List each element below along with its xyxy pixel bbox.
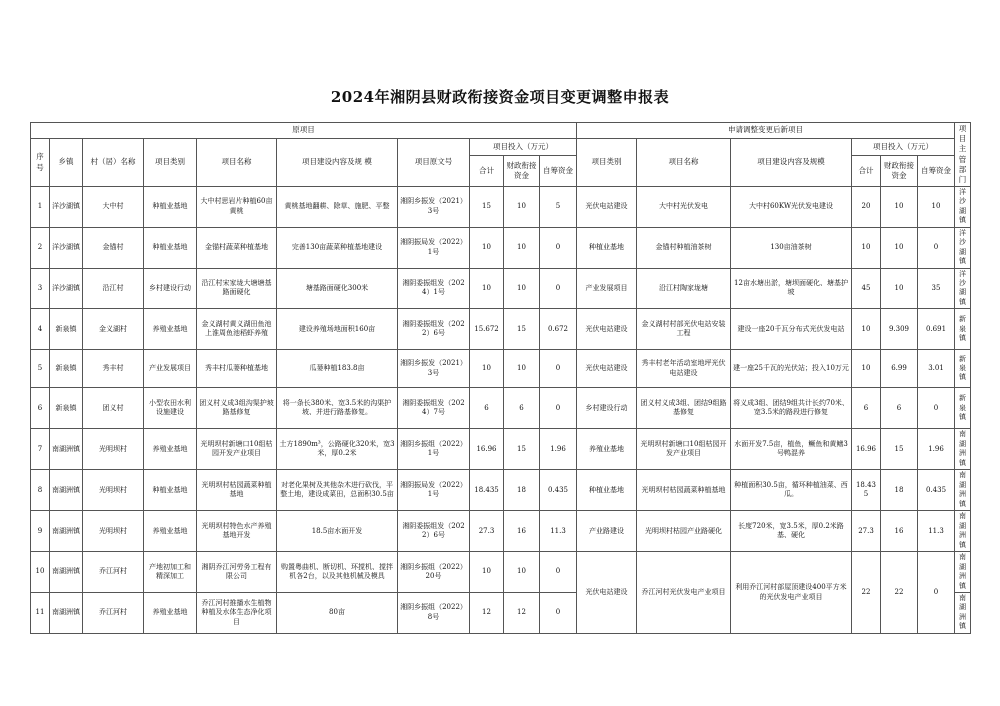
cell-content: 购置粤曲机、断切机、环搅机、搅拌机各2台，以及其他机械及模具	[277, 552, 398, 593]
cell-new-fiscal: 6	[881, 388, 918, 429]
cell-new-content: 建设一座20千瓦分布式光伏发电站	[731, 309, 852, 350]
cell-dept: 新泉镇	[955, 388, 971, 429]
cell-total: 16.96	[470, 429, 504, 470]
cell-seq: 1	[31, 187, 50, 228]
cell-dept: 新泉镇	[955, 350, 971, 388]
header-name: 项目名称	[197, 139, 277, 187]
cell-new-name: 光明坝村枯园蔬菜种植基地	[637, 470, 731, 511]
cell-seq: 8	[31, 470, 50, 511]
cell-self: 5	[540, 187, 577, 228]
cell-new-total: 45	[852, 268, 881, 309]
header-dept: 项目主管部门	[955, 123, 971, 187]
cell-new-content: 130亩油茶树	[731, 227, 852, 268]
cell-new-name: 金锚村种植油茶树	[637, 227, 731, 268]
table-row	[31, 350, 971, 388]
cell-name: 湘阴乔江河劳务工程有限公司	[197, 552, 277, 593]
cell-new-self: 0	[918, 227, 955, 268]
cell-village: 乔江河村	[83, 552, 144, 593]
cell-content: 完善130亩蔬菜种植基地建设	[277, 227, 398, 268]
header-new-invest: 项目投入（万元）	[852, 139, 955, 156]
cell-name: 光明坝村枯园蔬菜种植基地	[197, 470, 277, 511]
cell-village: 光明坝村	[83, 429, 144, 470]
cell-new-fiscal: 16	[881, 511, 918, 552]
header-new-name: 项目名称	[637, 139, 731, 187]
cell-fiscal: 12	[504, 593, 540, 634]
cell-category: 产业发展项目	[144, 350, 197, 388]
cell-village: 金义湖村	[83, 309, 144, 350]
cell-new-fiscal: 18	[881, 470, 918, 511]
cell-seq: 4	[31, 309, 50, 350]
cell-new-total: 16.96	[852, 429, 881, 470]
cell-new-total: 22	[852, 552, 881, 634]
cell-total: 10	[470, 552, 504, 593]
header-new-self: 自筹资金	[918, 156, 955, 187]
cell-total: 10	[470, 227, 504, 268]
cell-new-self: 11.3	[918, 511, 955, 552]
table-row	[31, 309, 971, 350]
cell-name: 沿江村宋家垅大塘塘基路面硬化	[197, 268, 277, 309]
cell-new-category: 产业发展项目	[577, 268, 637, 309]
cell-new-fiscal: 22	[881, 552, 918, 634]
cell-town: 洋沙湖镇	[50, 187, 83, 228]
cell-doc: 湘阴振局发（2022）1号	[398, 227, 470, 268]
cell-total: 15	[470, 187, 504, 228]
cell-new-fiscal: 6.99	[881, 350, 918, 388]
cell-total: 10	[470, 268, 504, 309]
cell-new-total: 10	[852, 309, 881, 350]
cell-new-self: 10	[918, 187, 955, 228]
cell-new-name: 团义村义成3组、团结9组路基修复	[637, 388, 731, 429]
cell-total: 15.672	[470, 309, 504, 350]
cell-new-name: 光明坝村枯园产业路硬化	[637, 511, 731, 552]
cell-name: 秀丰村瓜蒌种植基地	[197, 350, 277, 388]
header-invest: 项目投入（万元）	[470, 139, 577, 156]
cell-seq: 5	[31, 350, 50, 388]
cell-dept: 南湖洲镇	[955, 552, 971, 593]
table-row	[31, 552, 971, 593]
cell-new-name: 沿江村陶家垅塘	[637, 268, 731, 309]
cell-new-category: 光伏电站建设	[577, 187, 637, 228]
cell-town: 南湖洲镇	[50, 593, 83, 634]
cell-new-fiscal: 10	[881, 268, 918, 309]
cell-seq: 10	[31, 552, 50, 593]
cell-seq: 3	[31, 268, 50, 309]
cell-category: 产地初加工和精深加工	[144, 552, 197, 593]
cell-fiscal: 16	[504, 511, 540, 552]
cell-category: 乡村建设行动	[144, 268, 197, 309]
cell-name: 团义村义成3组沟渠护坡路基修复	[197, 388, 277, 429]
cell-content: 80亩	[277, 593, 398, 634]
cell-name: 金义湖村黄义湖田鱼池上淮周鱼池稻虾养殖	[197, 309, 277, 350]
cell-new-name: 秀丰村老年活动室地坪光伏电站建设	[637, 350, 731, 388]
cell-doc: 湘阴乡振组（2022）8号	[398, 593, 470, 634]
cell-new-content: 大中村60KW光伏发电建设	[731, 187, 852, 228]
cell-fiscal: 18	[504, 470, 540, 511]
cell-new-total: 10	[852, 227, 881, 268]
cell-content: 塘基路面硬化300米	[277, 268, 398, 309]
cell-new-category: 种植业基地	[577, 227, 637, 268]
cell-fiscal: 10	[504, 350, 540, 388]
project-adjustment-table	[30, 122, 971, 634]
cell-town: 南湖洲镇	[50, 429, 83, 470]
cell-name: 光明坝村特色水产养殖基地开发	[197, 511, 277, 552]
cell-doc: 湘阴乡振组（2022）20号	[398, 552, 470, 593]
cell-seq: 2	[31, 227, 50, 268]
cell-new-category: 养殖业基地	[577, 429, 637, 470]
cell-new-content: 将义成3组、团结9组共计长约70米、宽3.5米的路段进行修复	[731, 388, 852, 429]
page-title: 2024年湘阴县财政衔接资金项目变更调整申报表	[330, 88, 670, 106]
cell-new-category: 产业路建设	[577, 511, 637, 552]
cell-content: 黄桃基地翻耕、除草、施肥、平整	[277, 187, 398, 228]
cell-seq: 6	[31, 388, 50, 429]
cell-doc: 湘阴委振组发（2024）7号	[398, 388, 470, 429]
cell-doc: 湘阴乡振发（2021）3号	[398, 187, 470, 228]
cell-dept: 洋沙湖镇	[955, 187, 971, 228]
cell-doc: 湘阴乡振组（2022）1号	[398, 429, 470, 470]
header-content: 项目建设内容及规 模	[277, 139, 398, 187]
table-row	[31, 388, 971, 429]
header-total: 合计	[470, 156, 504, 187]
cell-content: 18.5亩水面开发	[277, 511, 398, 552]
cell-dept: 洋沙湖镇	[955, 268, 971, 309]
cell-new-name: 金义湖村村部光伏电站安装工程	[637, 309, 731, 350]
cell-fiscal: 6	[504, 388, 540, 429]
cell-new-category: 乡村建设行动	[577, 388, 637, 429]
cell-new-content: 利用乔江河村部屋顶建设400平方米的光伏发电产业项目	[731, 552, 852, 634]
header-town: 乡镇	[50, 139, 83, 187]
cell-new-content: 12亩水塘出淤，塘坝面硬化、塘基护坡	[731, 268, 852, 309]
cell-category: 养殖业基地	[144, 593, 197, 634]
cell-category: 养殖业基地	[144, 309, 197, 350]
cell-fiscal: 10	[504, 187, 540, 228]
header-new-total: 合计	[852, 156, 881, 187]
cell-new-category: 光伏电站建设	[577, 350, 637, 388]
cell-doc: 湘阴委振组发（2022）6号	[398, 511, 470, 552]
header-new-category: 项目类别	[577, 139, 637, 187]
cell-new-name: 大中村光伏发电	[637, 187, 731, 228]
header-village: 村（居）名称	[83, 139, 144, 187]
cell-fiscal: 10	[504, 227, 540, 268]
cell-new-total: 20	[852, 187, 881, 228]
table-row	[31, 429, 971, 470]
cell-total: 18.435	[470, 470, 504, 511]
cell-dept: 南湖洲镇	[955, 511, 971, 552]
cell-dept: 南湖洲镇	[955, 470, 971, 511]
cell-name: 大中村思岩片种植60亩黄桃	[197, 187, 277, 228]
cell-dept: 洋沙湖镇	[955, 227, 971, 268]
header-doc: 项目原文号	[398, 139, 470, 187]
header-seq: 序号	[31, 139, 50, 187]
cell-fiscal: 15	[504, 309, 540, 350]
cell-new-total: 10	[852, 350, 881, 388]
cell-self: 0.672	[540, 309, 577, 350]
cell-new-category: 光伏电站建设	[577, 552, 637, 634]
cell-village: 金锚村	[83, 227, 144, 268]
table-row	[31, 470, 971, 511]
table-row	[31, 187, 971, 228]
cell-content: 土方1890m³，公路硬化320米，宽3米，厚0.2米	[277, 429, 398, 470]
cell-dept: 南湖洲镇	[955, 429, 971, 470]
cell-name: 金锚村蔬菜种植基地	[197, 227, 277, 268]
cell-content: 对老化果树及其他杂木进行砍伐，平整土地，建设成菜田，总面积30.5亩	[277, 470, 398, 511]
header-new-content: 项目建设内容及规模	[731, 139, 852, 187]
cell-new-self: 0	[918, 552, 955, 634]
header-category: 项目类别	[144, 139, 197, 187]
cell-content: 将一条长380米、宽3.5米的沟渠护坡、并进行路基修复。	[277, 388, 398, 429]
cell-self: 0	[540, 552, 577, 593]
cell-self: 0	[540, 388, 577, 429]
cell-doc: 湘阴委振组发（2024）1号	[398, 268, 470, 309]
cell-fiscal: 10	[504, 268, 540, 309]
cell-category: 种植业基地	[144, 187, 197, 228]
cell-village: 秀丰村	[83, 350, 144, 388]
cell-new-content: 建一座25千瓦的光伏站；投入10万元	[731, 350, 852, 388]
cell-town: 新泉镇	[50, 350, 83, 388]
cell-village: 乔江河村	[83, 593, 144, 634]
cell-category: 小型农田水利设施建设	[144, 388, 197, 429]
cell-self: 0	[540, 227, 577, 268]
cell-category: 种植业基地	[144, 227, 197, 268]
cell-new-total: 27.3	[852, 511, 881, 552]
cell-new-fiscal: 10	[881, 227, 918, 268]
cell-self: 11.3	[540, 511, 577, 552]
cell-new-self: 1.96	[918, 429, 955, 470]
cell-new-category: 光伏电站建设	[577, 309, 637, 350]
cell-category: 养殖业基地	[144, 429, 197, 470]
cell-self: 0.435	[540, 470, 577, 511]
cell-town: 洋沙湖镇	[50, 227, 83, 268]
table-row	[31, 227, 971, 268]
cell-town: 南湖洲镇	[50, 470, 83, 511]
cell-doc: 湘阴振局发（2022）1号	[398, 470, 470, 511]
header-fiscal: 财政衔接资金	[504, 156, 540, 187]
header-new-fiscal: 财政衔接资金	[881, 156, 918, 187]
cell-total: 12	[470, 593, 504, 634]
cell-self: 0	[540, 593, 577, 634]
cell-village: 光明坝村	[83, 511, 144, 552]
cell-fiscal: 15	[504, 429, 540, 470]
cell-seq: 9	[31, 511, 50, 552]
cell-new-name: 光明坝村新塘口10组枯园开发产业项目	[637, 429, 731, 470]
cell-new-self: 0.691	[918, 309, 955, 350]
cell-name: 乔江河村推播水生植物种植及水体生态净化项目	[197, 593, 277, 634]
header-new-project: 申请调整变更后新项目	[577, 123, 955, 139]
cell-town: 南湖洲镇	[50, 552, 83, 593]
cell-new-category: 种植业基地	[577, 470, 637, 511]
cell-town: 洋沙湖镇	[50, 268, 83, 309]
table-row	[31, 268, 971, 309]
cell-new-self: 0.435	[918, 470, 955, 511]
cell-seq: 7	[31, 429, 50, 470]
cell-seq: 11	[31, 593, 50, 634]
table-row	[31, 511, 971, 552]
cell-new-content: 水面开发7.5亩，植鱼，鳜鱼和黄鳝3号鸭混养	[731, 429, 852, 470]
cell-town: 南湖洲镇	[50, 511, 83, 552]
cell-self: 0	[540, 268, 577, 309]
cell-category: 养殖业基地	[144, 511, 197, 552]
cell-self: 1.96	[540, 429, 577, 470]
cell-dept: 新泉镇	[955, 309, 971, 350]
cell-new-content: 种植面积30.5亩，循环种植油菜、西瓜。	[731, 470, 852, 511]
cell-new-self: 0	[918, 388, 955, 429]
cell-new-self: 35	[918, 268, 955, 309]
cell-town: 新泉镇	[50, 388, 83, 429]
cell-doc: 湘阴委振组发（2022）6号	[398, 309, 470, 350]
cell-total: 27.3	[470, 511, 504, 552]
cell-content: 建设养殖场地面积160亩	[277, 309, 398, 350]
cell-new-self: 3.01	[918, 350, 955, 388]
cell-content: 瓜蒌种植183.8亩	[277, 350, 398, 388]
cell-new-fiscal: 10	[881, 187, 918, 228]
header-self: 自筹资金	[540, 156, 577, 187]
cell-new-total: 18.435	[852, 470, 881, 511]
cell-dept: 南湖洲镇	[955, 593, 971, 634]
cell-fiscal: 10	[504, 552, 540, 593]
cell-new-fiscal: 15	[881, 429, 918, 470]
cell-new-total: 6	[852, 388, 881, 429]
cell-new-name: 乔江河村光伏发电产业项目	[637, 552, 731, 634]
cell-doc: 湘阴乡振发（2021）3号	[398, 350, 470, 388]
cell-new-fiscal: 9.309	[881, 309, 918, 350]
cell-total: 10	[470, 350, 504, 388]
cell-total: 6	[470, 388, 504, 429]
cell-village: 大中村	[83, 187, 144, 228]
cell-village: 沿江村	[83, 268, 144, 309]
cell-village: 光明坝村	[83, 470, 144, 511]
header-original-project: 原项目	[31, 123, 577, 139]
cell-category: 种植业基地	[144, 470, 197, 511]
cell-self: 0	[540, 350, 577, 388]
cell-new-content: 长度720米，宽3.5米，厚0.2米路基、硬化	[731, 511, 852, 552]
cell-town: 新泉镇	[50, 309, 83, 350]
cell-village: 团义村	[83, 388, 144, 429]
cell-name: 光明坝村新塘口10组枯园开发产业项目	[197, 429, 277, 470]
